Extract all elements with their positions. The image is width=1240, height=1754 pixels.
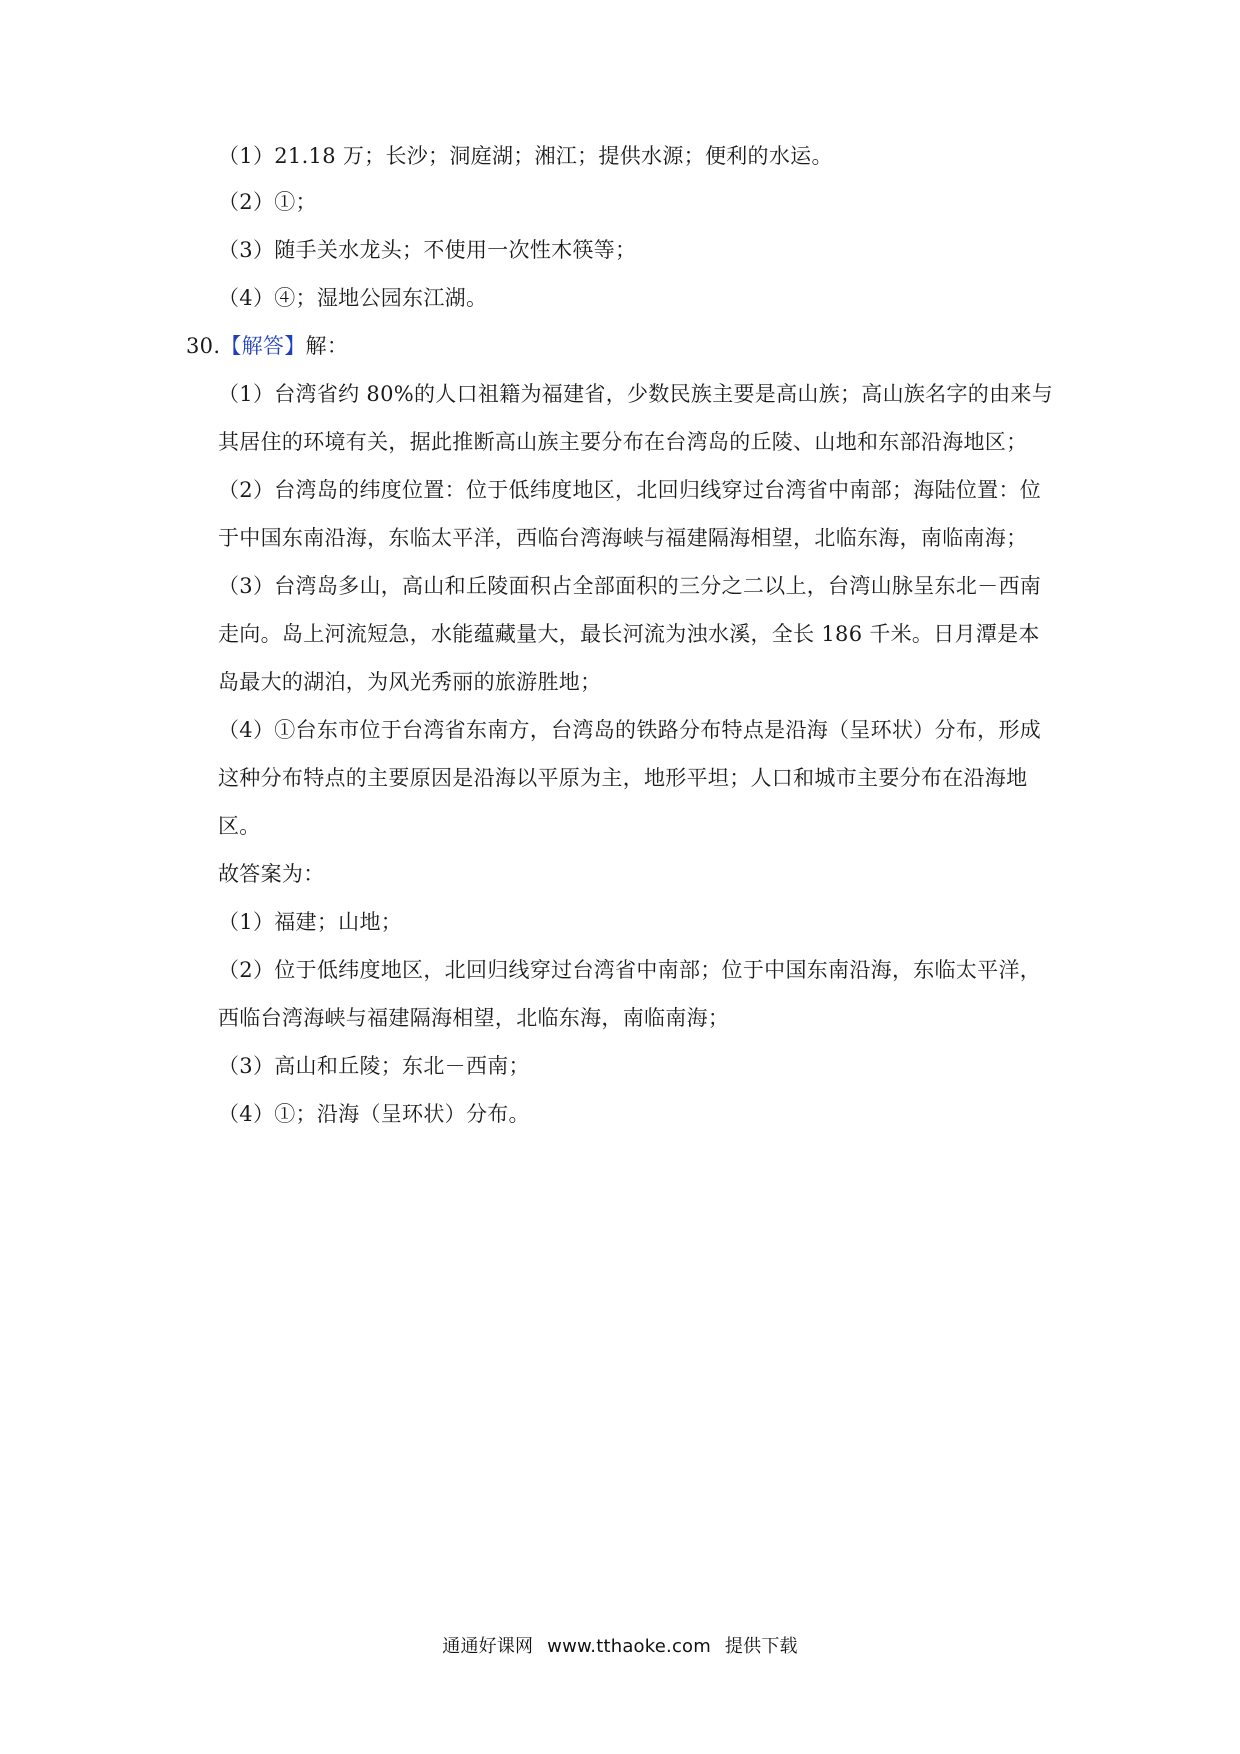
explanation-3-line-2: 走向。岛上河流短急，水能蕴藏量大，最长河流为浊水溪，全长 186 千米。日月潭是本 [218,622,1040,646]
prev-answer-2: （2）①； [218,190,317,214]
prev-answer-3: （3）随手关水龙头；不使用一次性木筷等； [218,238,637,262]
page-footer [0,1632,1240,1658]
final-answer-4: （4）①；沿海（呈环状）分布。 [218,1102,530,1126]
question-number: 30. [186,334,221,358]
final-answer-2-line-2: 西临台湾海峡与福建隔海相望，北临东海，南临南海； [218,1006,730,1030]
explanation-4-line-2: 这种分布特点的主要原因是沿海以平原为主，地形平坦；人口和城市主要分布在沿海地 [218,766,1028,790]
explanation-1-line-2: 其居住的环境有关，据此推断高山族主要分布在台湾岛的丘陵、山地和东部沿海地区； [218,430,1028,454]
footer-url[interactable]: www.tthaoke.com [547,1636,711,1657]
final-answer-3: （3）高山和丘陵；东北－西南； [218,1054,530,1078]
explanation-4-line-3: 区。 [218,814,261,838]
prev-answer-4: （4）④；湿地公园东江湖。 [218,286,488,310]
answer-tag: 【解答】 [220,334,306,358]
footer-suffix: 提供下载 [724,1636,798,1657]
explanation-3-line-1: （3）台湾岛多山，高山和丘陵面积占全部面积的三分之二以上，台湾山脉呈东北－西南 [218,574,1042,598]
answer-lead: 解： [305,334,349,358]
explanation-4-line-1: （4）①台东市位于台湾省东南方，台湾岛的铁路分布特点是沿海（呈环状）分布，形成 [218,718,1042,742]
explanation-2-line-1: （2）台湾岛的纬度位置：位于低纬度地区，北回归线穿过台湾省中南部；海陆位置：位 [218,478,1042,502]
explanation-2-line-2: 于中国东南沿海，东临太平洋，西临台湾海峡与福建隔海相望，北临东海，南临南海； [218,526,1028,550]
answer-heading: 故答案为： [218,862,325,886]
final-answer-2-line-1: （2）位于低纬度地区，北回归线穿过台湾省中南部；位于中国东南沿海，东临太平洋， [218,958,1042,982]
footer-site-name: 通通好课网 [442,1636,534,1657]
prev-answer-1: （1）21.18 万；长沙；洞庭湖；湘江；提供水源；便利的水运。 [218,144,833,168]
explanation-3-line-3: 岛最大的湖泊，为风光秀丽的旅游胜地； [218,670,602,694]
question-30-header [186,332,348,360]
explanation-1-line-1: （1）台湾省约 80%的人口祖籍为福建省，少数民族主要是高山族；高山族名字的由来与 [218,382,1054,406]
final-answer-1: （1）福建；山地； [218,910,403,934]
